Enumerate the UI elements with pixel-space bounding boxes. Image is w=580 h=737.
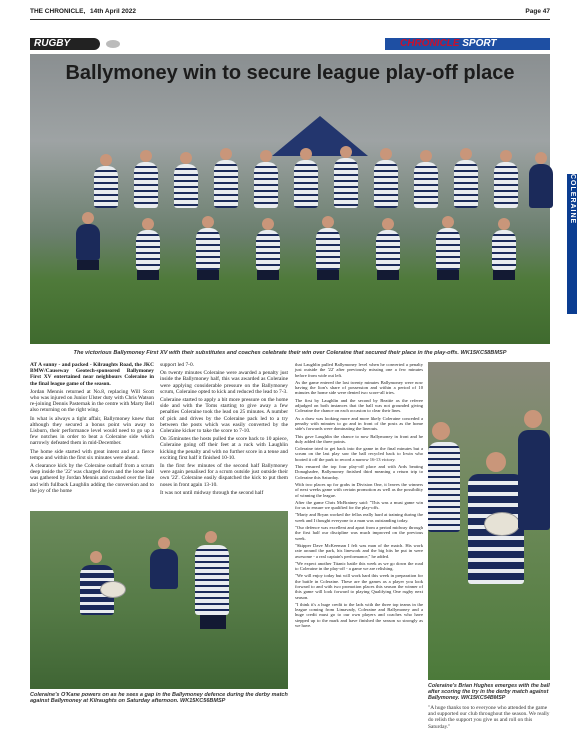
player-shorts xyxy=(317,270,339,280)
paragraph: "Skipper Dave McKeeman I felt was man of the match. His work rate around the park, his linework and the big hits he put in were awesome - a real captain's performance," he added. xyxy=(295,542,423,559)
player-figure xyxy=(414,162,438,208)
player-shorts xyxy=(200,615,226,629)
paragraph: This gave Laughlin the chance to now Ballymoney in front and he duly added the three points. xyxy=(295,433,423,444)
paragraph: In the first few minutes of the second half Ballymoney were again penalised for a scrum outside just outside their own '22'. Coleraine easily dispatched the kick to put them noses in front again 13-10. xyxy=(160,463,288,488)
player-figure xyxy=(136,230,160,270)
team-photo xyxy=(30,54,576,344)
brand-word-sport: SPORT xyxy=(462,38,497,49)
action-photo-right xyxy=(428,362,550,680)
player-head xyxy=(500,150,512,162)
player-head xyxy=(220,148,232,160)
publication-name: THE CHRONICLE, xyxy=(30,8,86,15)
player-shorts xyxy=(137,270,159,280)
player-head xyxy=(340,146,352,158)
bottom-left-caption: Coleraine's O'Kane powers on as he sees a gap in the Ballymoney defence during the derby match against Ballymoney at Kilraughts on Saturday afternoon. WK15KC56BMSP xyxy=(30,692,288,705)
player-figure xyxy=(196,228,220,270)
player-figure xyxy=(256,230,280,270)
brand-logo xyxy=(400,38,497,50)
player-figure xyxy=(454,160,478,208)
side-banner xyxy=(567,174,577,314)
rugby-ball-icon xyxy=(106,40,120,48)
player-figure xyxy=(174,164,198,208)
player-head xyxy=(460,148,472,160)
player-head xyxy=(380,148,392,160)
player-head xyxy=(300,148,312,160)
paragraph: "We expect another Titanic battle this week as we go down the road to Coleraine in the play-off - a game we are relishing. xyxy=(295,560,423,572)
player-figure xyxy=(134,162,158,208)
player-head xyxy=(82,212,94,224)
bottom-right-caption xyxy=(428,683,550,730)
player-figure xyxy=(195,545,229,615)
banner-text: COLERAINE xyxy=(569,174,576,225)
headline: Ballymoney win to secure league play-off place xyxy=(65,62,515,84)
player-figure xyxy=(214,160,238,208)
paragraph: This ensured the top four play-off place and with Ards beating Donaghadee, Ballymoney finished third meaning a return trip to Coleraine this Saturday. xyxy=(295,464,423,480)
player-shorts xyxy=(257,270,279,280)
player-shorts xyxy=(77,260,99,270)
paragraph: "Marty and Bryan worked the fellas really hard at training during the week and I thought everyone to a man was outstanding today. xyxy=(295,512,423,523)
player-head xyxy=(205,531,217,543)
paragraph: On 35minutes the hosts pulled the score back to 10 apiece, Coleraine going off their feet at a ruck with Laughlin kicking the penalty and with no further score in a tense and exciting first half it finished 10-10. xyxy=(160,436,288,461)
article-column-3 xyxy=(295,362,423,630)
player-head xyxy=(180,152,192,164)
article-column-2 xyxy=(160,362,288,498)
paragraph: As the game entered the last twenty minutes Ballymoney were now having the lion's share of possession and within a period of 10 minutes the home side were denied two score-all tries. xyxy=(295,379,423,396)
paragraph: "I think it's a huge credit to the lads with the three top teams in the league coming from Limavady, Coleraine and Ballymoney and a huge credit must go to our own players and coaches who have stepped up to the mark and have finished the season so strongly as we have. xyxy=(295,601,423,629)
player-figure xyxy=(76,224,100,260)
paragraph: In what is always a tight affair, Ballymoney knew that although they secured a bonus point win away to Lisburn, their performance level would need to go up a few notches in order to beat a Coleraine side which narrowly defeated them in mid-December. xyxy=(30,415,154,447)
player-head xyxy=(442,216,454,228)
article-column-1 xyxy=(30,362,154,496)
player-figure xyxy=(150,549,178,589)
player-head xyxy=(262,218,274,230)
paragraph: As a draw was looking more and more likely Coleraine conceded a penalty with minutes to go and in front of the posts as the home side's forwards were dominating the lineouts. xyxy=(295,415,423,432)
player-shorts xyxy=(377,270,399,280)
paragraph: "We will enjoy today but will work hard this week in preparation for the battle in Coleraine. These are the games as a player you look forward to and with two promotion places this season the winner of this game will look forward to playing Qualifying One rugby next season. xyxy=(295,573,423,600)
page-header xyxy=(30,8,550,18)
player-figure xyxy=(376,230,400,270)
section-tab xyxy=(30,38,100,50)
caption-quote: "A huge thanks too to everyone who attended the game and supported our club throughout the season. We really do relish the support you give us and roll on this Saturday." xyxy=(428,705,550,730)
paragraph: The home side started with great intent and at a fierce tempo and within the first six minutes were ahead. xyxy=(30,448,154,461)
player-figure xyxy=(492,230,516,270)
paragraph: On twenty minutes Coleraine were awarded a penalty just inside the Ballymoney half, this was awarded as Coleraine were applying considerable pressure on the Ballymoney scrum, Coleraine opted to kick and reduced the lead to 7-3. xyxy=(160,370,288,395)
player-head xyxy=(158,537,170,549)
rugby-ball xyxy=(100,581,126,598)
player-head xyxy=(524,410,542,428)
brand-word-chronicle: CHRONICLE xyxy=(400,38,460,49)
action-photo-left xyxy=(30,511,288,689)
player-figure xyxy=(428,442,460,532)
paragraph: With two places up for grabs in Division One, it leaves the winners of next weeks game with certain promotion as well as the possibility of winning the league. xyxy=(295,481,423,498)
paragraph: that Laughlin pulled Ballymoney level when he converted a penalty just outside the '22' after previously missing one a few minutes before from wide out left. xyxy=(295,362,423,378)
paragraph: Coleraine started to apply a bit more pressure on the home side and with the Toms starting to give away a few penalties Coleraine took the lead on 25 minutes. A number of pick and drives by the Coleraine pack led to a try between the posts which was easily converted by the Coleraine kicker to take the score to 7-10. xyxy=(160,397,288,435)
publication-date: 14th April 2022 xyxy=(90,8,137,15)
player-head xyxy=(140,150,152,162)
paragraph: The first by Laughlin and the second by Beattie as the referee adjudged on both instances that the ball was not grounded giving Coleraine the chance on each occasion to clear their lines. xyxy=(295,397,423,414)
paragraph: After the game Chris McBratney said: "This was a must game win for us to ensure we qualified for the play-offs. xyxy=(295,499,423,511)
player-head xyxy=(90,551,102,563)
player-head xyxy=(382,218,394,230)
player-figure xyxy=(316,228,340,270)
player-head xyxy=(486,452,506,472)
paragraph: A clearance kick by the Coleraine outhalf from a scrum deep inside the '22' was charged down and the loose ball was gathered by Jordan Mennis and crashed over the line and with fullback Laughlin adding the conversion and to the joy of the home xyxy=(30,463,154,494)
paragraph: support led 7-0. xyxy=(160,362,194,368)
player-figure xyxy=(436,228,460,270)
player-head xyxy=(420,150,432,162)
player-shorts xyxy=(493,270,515,280)
player-figure xyxy=(94,166,118,208)
page-number: Page 47 xyxy=(525,8,550,15)
player-head xyxy=(202,216,214,228)
header-rule xyxy=(30,19,550,20)
player-head xyxy=(100,154,112,166)
player-shorts xyxy=(437,270,459,280)
rugby-ball xyxy=(484,512,520,536)
player-figure xyxy=(518,430,550,530)
player-head xyxy=(432,422,450,440)
player-head xyxy=(260,150,272,162)
player-figure xyxy=(294,160,318,208)
player-figure xyxy=(374,160,398,208)
paragraph: "Our defence was excellent and apart from a period midway through the first half our discipline was much improved on the previous week. xyxy=(295,525,423,541)
player-head xyxy=(535,152,547,164)
player-head xyxy=(498,218,510,230)
player-shorts xyxy=(197,270,219,280)
caption-text: Coleraine's Brian Hughes emerges with the ball after scoring the try in the derby match against Ballymoney. WK15KC54BMSP xyxy=(428,683,550,702)
section-label: RUGBY xyxy=(34,38,71,49)
article-lead: AT A sunny - and packed - Kilraughts Road, the JKC BMW/Causeway Geotech-sponsored Ballymoney First XV entertained near neighbours Coleraine in the final league game of the season. xyxy=(30,362,154,387)
gazebo-shape xyxy=(260,116,380,156)
paragraph: It was not until midway through the second half xyxy=(160,489,264,496)
player-head xyxy=(142,218,154,230)
top-photo-caption: The victorious Ballymoney First XV with their substitutes and coaches celebrate their win over Coleraine that secured their place in the play-offs. WK15KC58BMSP xyxy=(73,350,507,356)
player-figure xyxy=(529,164,553,208)
player-figure xyxy=(254,162,278,208)
paragraph: Jordan Mennis returned at No.8, replacing Will Scott who was injured on Junior Ulster duty with Chris Watson re-joining Dennis Pasternak in the centre with Marty Bell also returning on the right wing. xyxy=(30,388,154,414)
player-figure xyxy=(494,162,518,208)
player-figure xyxy=(334,158,358,208)
paragraph: Coleraine tried to get back into the game in the final minutes but a scrum on the last play saw the ball recycled back to Irwin who booted it off the park to record a narrow 16-13 victory. xyxy=(295,446,423,462)
player-head xyxy=(322,216,334,228)
